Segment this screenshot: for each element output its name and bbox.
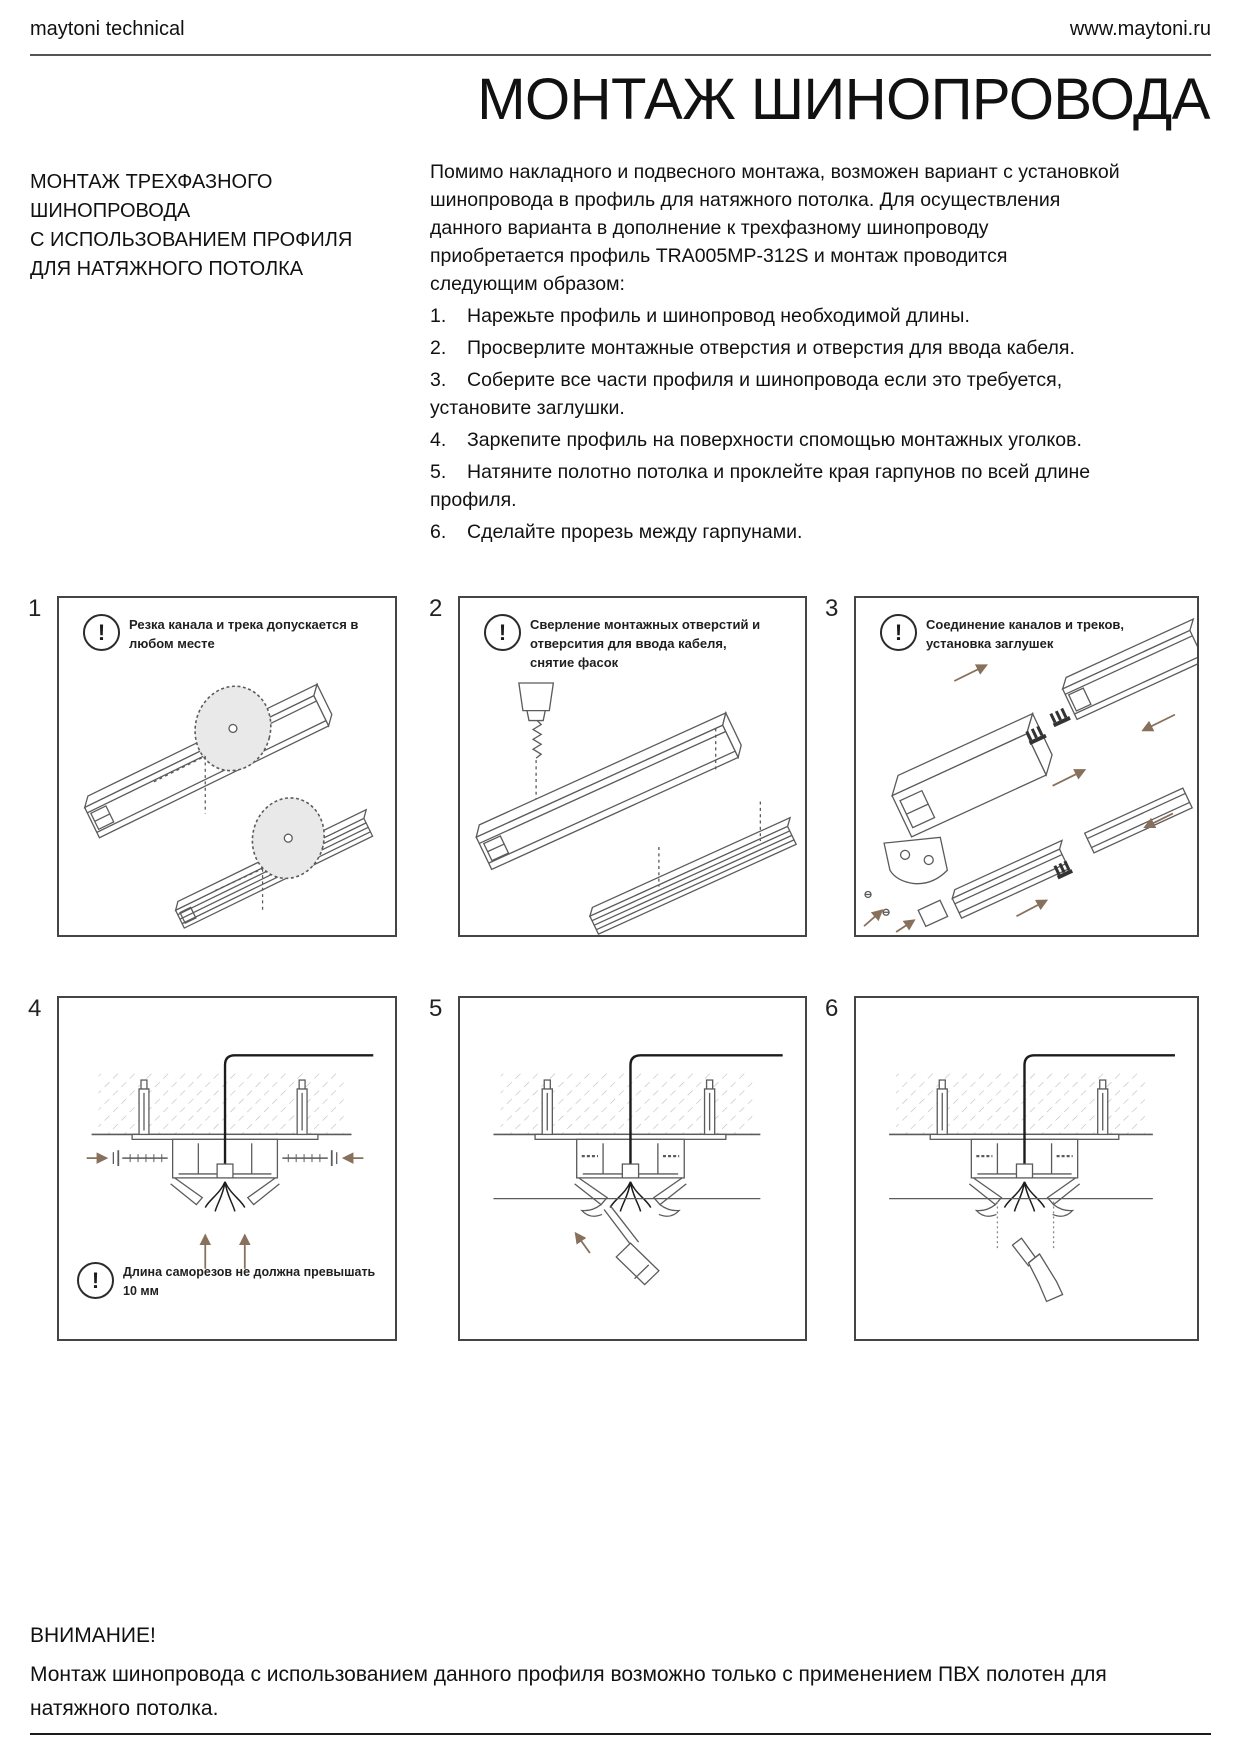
attention-text: Монтаж шинопровода с использованием данного профиля возможно только с применением ПВХ полотен для натяжного потолка. xyxy=(30,1663,1107,1720)
page-title: МОНТАЖ ШИНОПРОВОДА xyxy=(477,67,1210,132)
figure-caption: Соединение каналов и треков, установка заглушек xyxy=(926,617,1125,651)
figure-number: 3 xyxy=(825,595,839,622)
figure-2-drilling xyxy=(458,596,807,937)
step-text: Заркепите профиль на поверхности спомощью монтажных уголков. xyxy=(467,429,1082,451)
intro-heading-line: ДЛЯ НАТЯЖНОГО ПОТОЛКА xyxy=(30,258,304,280)
figure-1-cutting xyxy=(57,596,397,937)
brand-text: maytoni technical xyxy=(30,18,185,40)
warning-icon: ! xyxy=(484,614,521,651)
step-row xyxy=(430,458,1120,514)
step-row xyxy=(430,366,1120,422)
step-text: Натяните полотно потолка и проклейте края гарпунов по всей длине профиля. xyxy=(430,461,1091,511)
intro-heading xyxy=(30,168,390,284)
figure-note xyxy=(83,614,387,653)
intro-body xyxy=(430,158,1120,546)
figure-number: 4 xyxy=(28,995,42,1022)
warning-icon: ! xyxy=(880,614,917,651)
steps-list xyxy=(430,302,1120,546)
step-text: Соберите все части профиля и шинопровода если это требуется, установите заглушки. xyxy=(430,369,1063,419)
figure-number: 5 xyxy=(429,995,443,1022)
figure-caption: Длина саморезов не должна превышать 10 мм xyxy=(123,1265,376,1298)
step-number: 3. xyxy=(430,369,447,391)
header-rule xyxy=(30,54,1211,56)
warning-icon: ! xyxy=(77,1262,114,1299)
warning-icon: ! xyxy=(83,614,120,651)
intro-paragraph: Помимо накладного и подвесного монтажа, возможен вариант с установкой шинопровода в профиль для натяжного потолка. Для осуществления данного варианта в дополнение к трехфазному шинопроводу приобретается профиль TRA005MP-312S и монтаж проводится следующим образом: xyxy=(430,161,1120,295)
figure-caption: Резка канала и трека допускается в любом месте xyxy=(129,617,359,651)
figure-3-joining xyxy=(854,596,1199,937)
figure-5-stretching xyxy=(458,996,807,1341)
figure-4-fixing xyxy=(57,996,397,1341)
step-number: 2. xyxy=(430,337,447,359)
website-url: www.maytoni.ru xyxy=(1069,18,1211,40)
step-row xyxy=(430,302,1120,330)
step-text: Нарежьте профиль и шинопровод необходимой длины. xyxy=(467,305,970,327)
figure-5-art xyxy=(460,998,805,1339)
attention-title: ВНИМАНИЕ! xyxy=(30,1624,156,1647)
intro-heading-line: ШИНОПРОВОДА xyxy=(30,200,191,222)
step-number: 4. xyxy=(430,429,447,451)
step-number: 6. xyxy=(430,521,447,543)
step-row xyxy=(430,518,1120,546)
step-row xyxy=(430,426,1120,454)
figure-number: 1 xyxy=(28,595,42,622)
step-number: 5. xyxy=(430,461,447,483)
step-row xyxy=(430,334,1120,362)
step-text: Просверлите монтажные отверстия и отверстия для ввода кабеля. xyxy=(467,337,1075,359)
figure-number: 2 xyxy=(429,595,443,622)
figure-6-slitting xyxy=(854,996,1199,1341)
step-text: Сделайте прорезь между гарпунами. xyxy=(467,521,803,543)
intro-heading-line: МОНТАЖ ТРЕХФАЗНОГО xyxy=(30,171,273,193)
figure-note xyxy=(77,1262,385,1301)
figure-6-art xyxy=(856,998,1197,1339)
figure-caption: Сверление монтажных отверстий и отверсития для ввода кабеля, снятие фасок xyxy=(530,617,761,670)
figure-number: 6 xyxy=(825,995,839,1022)
figure-note xyxy=(880,614,1161,653)
figure-note xyxy=(484,614,770,672)
intro-heading-line: С ИСПОЛЬЗОВАНИЕМ ПРОФИЛЯ xyxy=(30,229,353,251)
bottom-rule xyxy=(30,1733,1211,1735)
step-number: 1. xyxy=(430,305,447,327)
